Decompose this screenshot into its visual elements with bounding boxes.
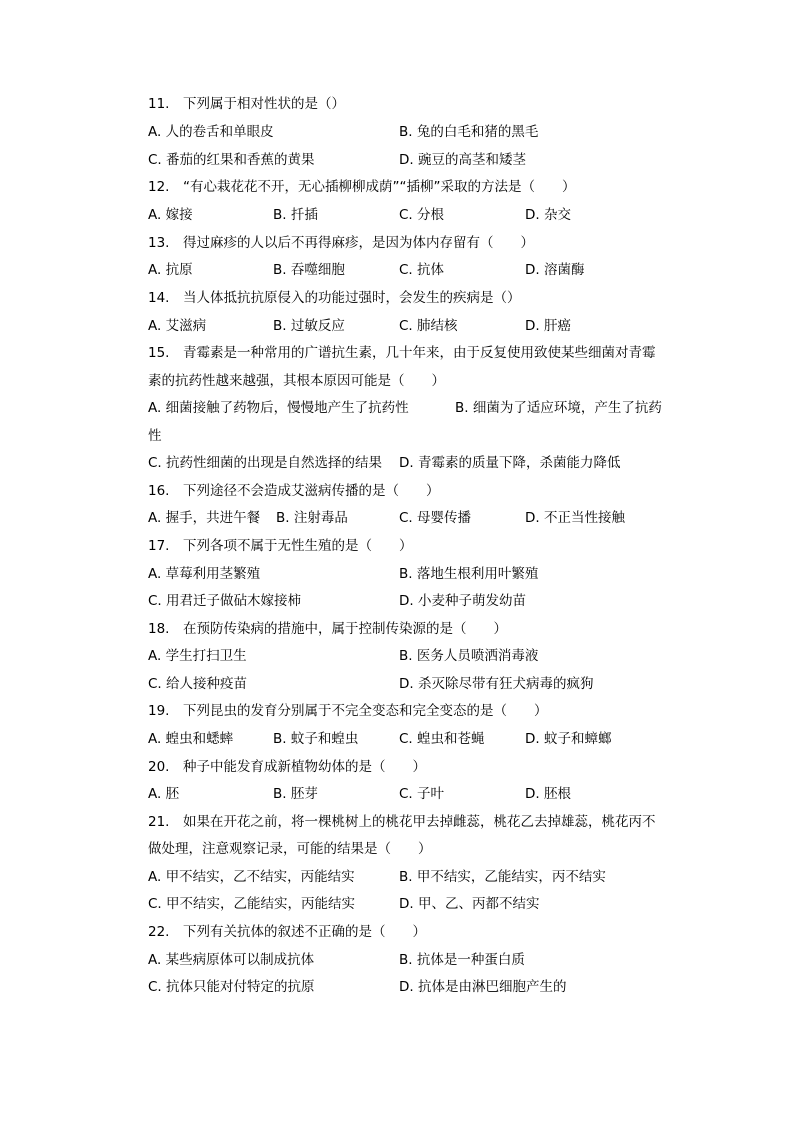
option-c: C. 番茄的红果和香蕉的黄果 (148, 152, 315, 168)
question-13-stem: 13. 得过麻疹的人以后不再得麻疹，是因为体内存留有（ ） (148, 235, 534, 251)
option-b: B. 细菌为了适应环境，产生了抗药 (455, 400, 662, 416)
option-d: D. 蚊子和蟑螂 (525, 731, 612, 747)
option-b: B. 扦插 (273, 207, 318, 223)
option-b-cont: 性 (148, 428, 162, 444)
option-c: C. 母婴传播 (399, 510, 472, 526)
option-c: C. 蝗虫和苍蝇 (399, 731, 485, 747)
question-21-stem: 21. 如果在开花之前，将一棵桃树上的桃花甲去掉雌蕊，桃花乙去掉雄蕊，桃花丙不 (148, 814, 656, 830)
option-d: D. 抗体是由淋巴细胞产生的 (399, 979, 567, 995)
question-17-stem: 17. 下列各项不属于无性生殖的是（ ） (148, 538, 413, 554)
option-b: B. 胚芽 (273, 786, 318, 802)
option-d: D. 豌豆的高茎和矮茎 (399, 152, 526, 168)
question-15-stem: 15. 青霉素是一种常用的广谱抗生素，几十年来，由于反复使用致使某些细菌对青霉 (148, 345, 656, 361)
option-a: A. 某些病原体可以制成抗体 (148, 952, 315, 968)
option-b: B. 兔的白毛和猪的黑毛 (399, 124, 539, 140)
question-20-stem: 20. 种子中能发育成新植物幼体的是（ ） (148, 759, 426, 775)
option-b: B. 抗体是一种蛋白质 (399, 952, 525, 968)
option-b: B. 蚊子和蝗虫 (273, 731, 359, 747)
option-a: A. 学生打扫卫生 (148, 648, 247, 664)
option-c: C. 用君迁子做砧木嫁接柿 (148, 593, 302, 609)
option-c: C. 分根 (399, 207, 445, 223)
option-a: A. 胚 (148, 786, 180, 802)
question-21-stem-cont: 做处理，注意观察记录，可能的结果是（ ） (148, 841, 432, 857)
question-14-stem: 14. 当人体抵抗抗原侵入的功能过强时，会发生的疾病是（） (148, 290, 521, 306)
option-d: D. 青霉素的质量下降，杀菌能力降低 (399, 455, 621, 471)
option-a: A. 艾滋病 (148, 318, 207, 334)
option-d: D. 不正当性接触 (525, 510, 625, 526)
option-a: A. 抗原 (148, 262, 193, 278)
question-11-stem: 11. 下列属于相对性状的是（） (148, 96, 345, 112)
option-a: A. 蝗虫和蟋蟀 (148, 731, 234, 747)
option-c: C. 抗体 (399, 262, 445, 278)
option-c: C. 抗体只能对付特定的抗原 (148, 979, 315, 995)
option-c: C. 甲不结实，乙能结实，丙能结实 (148, 896, 356, 912)
option-d: D. 甲、乙、丙都不结实 (399, 896, 540, 912)
option-b: B. 吞噬细胞 (273, 262, 345, 278)
question-19-stem: 19. 下列昆虫的发育分别属于不完全变态和完全变态的是（ ） (148, 703, 548, 719)
option-c: C. 肺结核 (399, 318, 458, 334)
option-a: A. 握手，共进午餐 (148, 510, 261, 526)
option-b: B. 落地生根利用叶繁殖 (399, 566, 539, 582)
option-d: D. 溶菌酶 (525, 262, 585, 278)
option-a: A. 草莓利用茎繁殖 (148, 566, 261, 582)
option-a: A. 人的卷舌和单眼皮 (148, 124, 274, 140)
option-b: B. 甲不结实，乙能结实，丙不结实 (399, 869, 606, 885)
option-d: D. 胚根 (525, 786, 571, 802)
question-18-stem: 18. 在预防传染病的措施中，属于控制传染源的是（ ） (148, 621, 507, 637)
question-16-stem: 16. 下列途径不会造成艾滋病传播的是（ ） (148, 483, 440, 499)
option-c: C. 子叶 (399, 786, 445, 802)
option-a: A. 甲不结实，乙不结实，丙能结实 (148, 869, 355, 885)
option-c: C. 抗药性细菌的出现是自然选择的结果 (148, 455, 383, 471)
option-d: D. 小麦种子萌发幼苗 (399, 593, 526, 609)
question-22-stem: 22. 下列有关抗体的叙述不正确的是（ ） (148, 924, 426, 940)
option-d: D. 杂交 (525, 207, 571, 223)
option-b: B. 医务人员喷洒消毒液 (399, 648, 539, 664)
option-c: C. 给人接种疫苗 (148, 676, 248, 692)
question-15-stem-cont: 素的抗药性越来越强，其根本原因可能是（ ） (148, 373, 445, 389)
option-d: D. 杀灭除尽带有狂犬病毒的疯狗 (399, 676, 594, 692)
option-d: D. 肝癌 (525, 318, 571, 334)
option-a: A. 细菌接触了药物后，慢慢地产生了抗药性 (148, 400, 409, 416)
option-b: B. 注射毒品 (276, 510, 348, 526)
option-a: A. 嫁接 (148, 207, 193, 223)
option-b: B. 过敏反应 (273, 318, 345, 334)
question-12-stem: 12. “有心栽花花不开，无心插柳柳成荫”“插柳”采取的方法是（ ） (148, 179, 576, 195)
